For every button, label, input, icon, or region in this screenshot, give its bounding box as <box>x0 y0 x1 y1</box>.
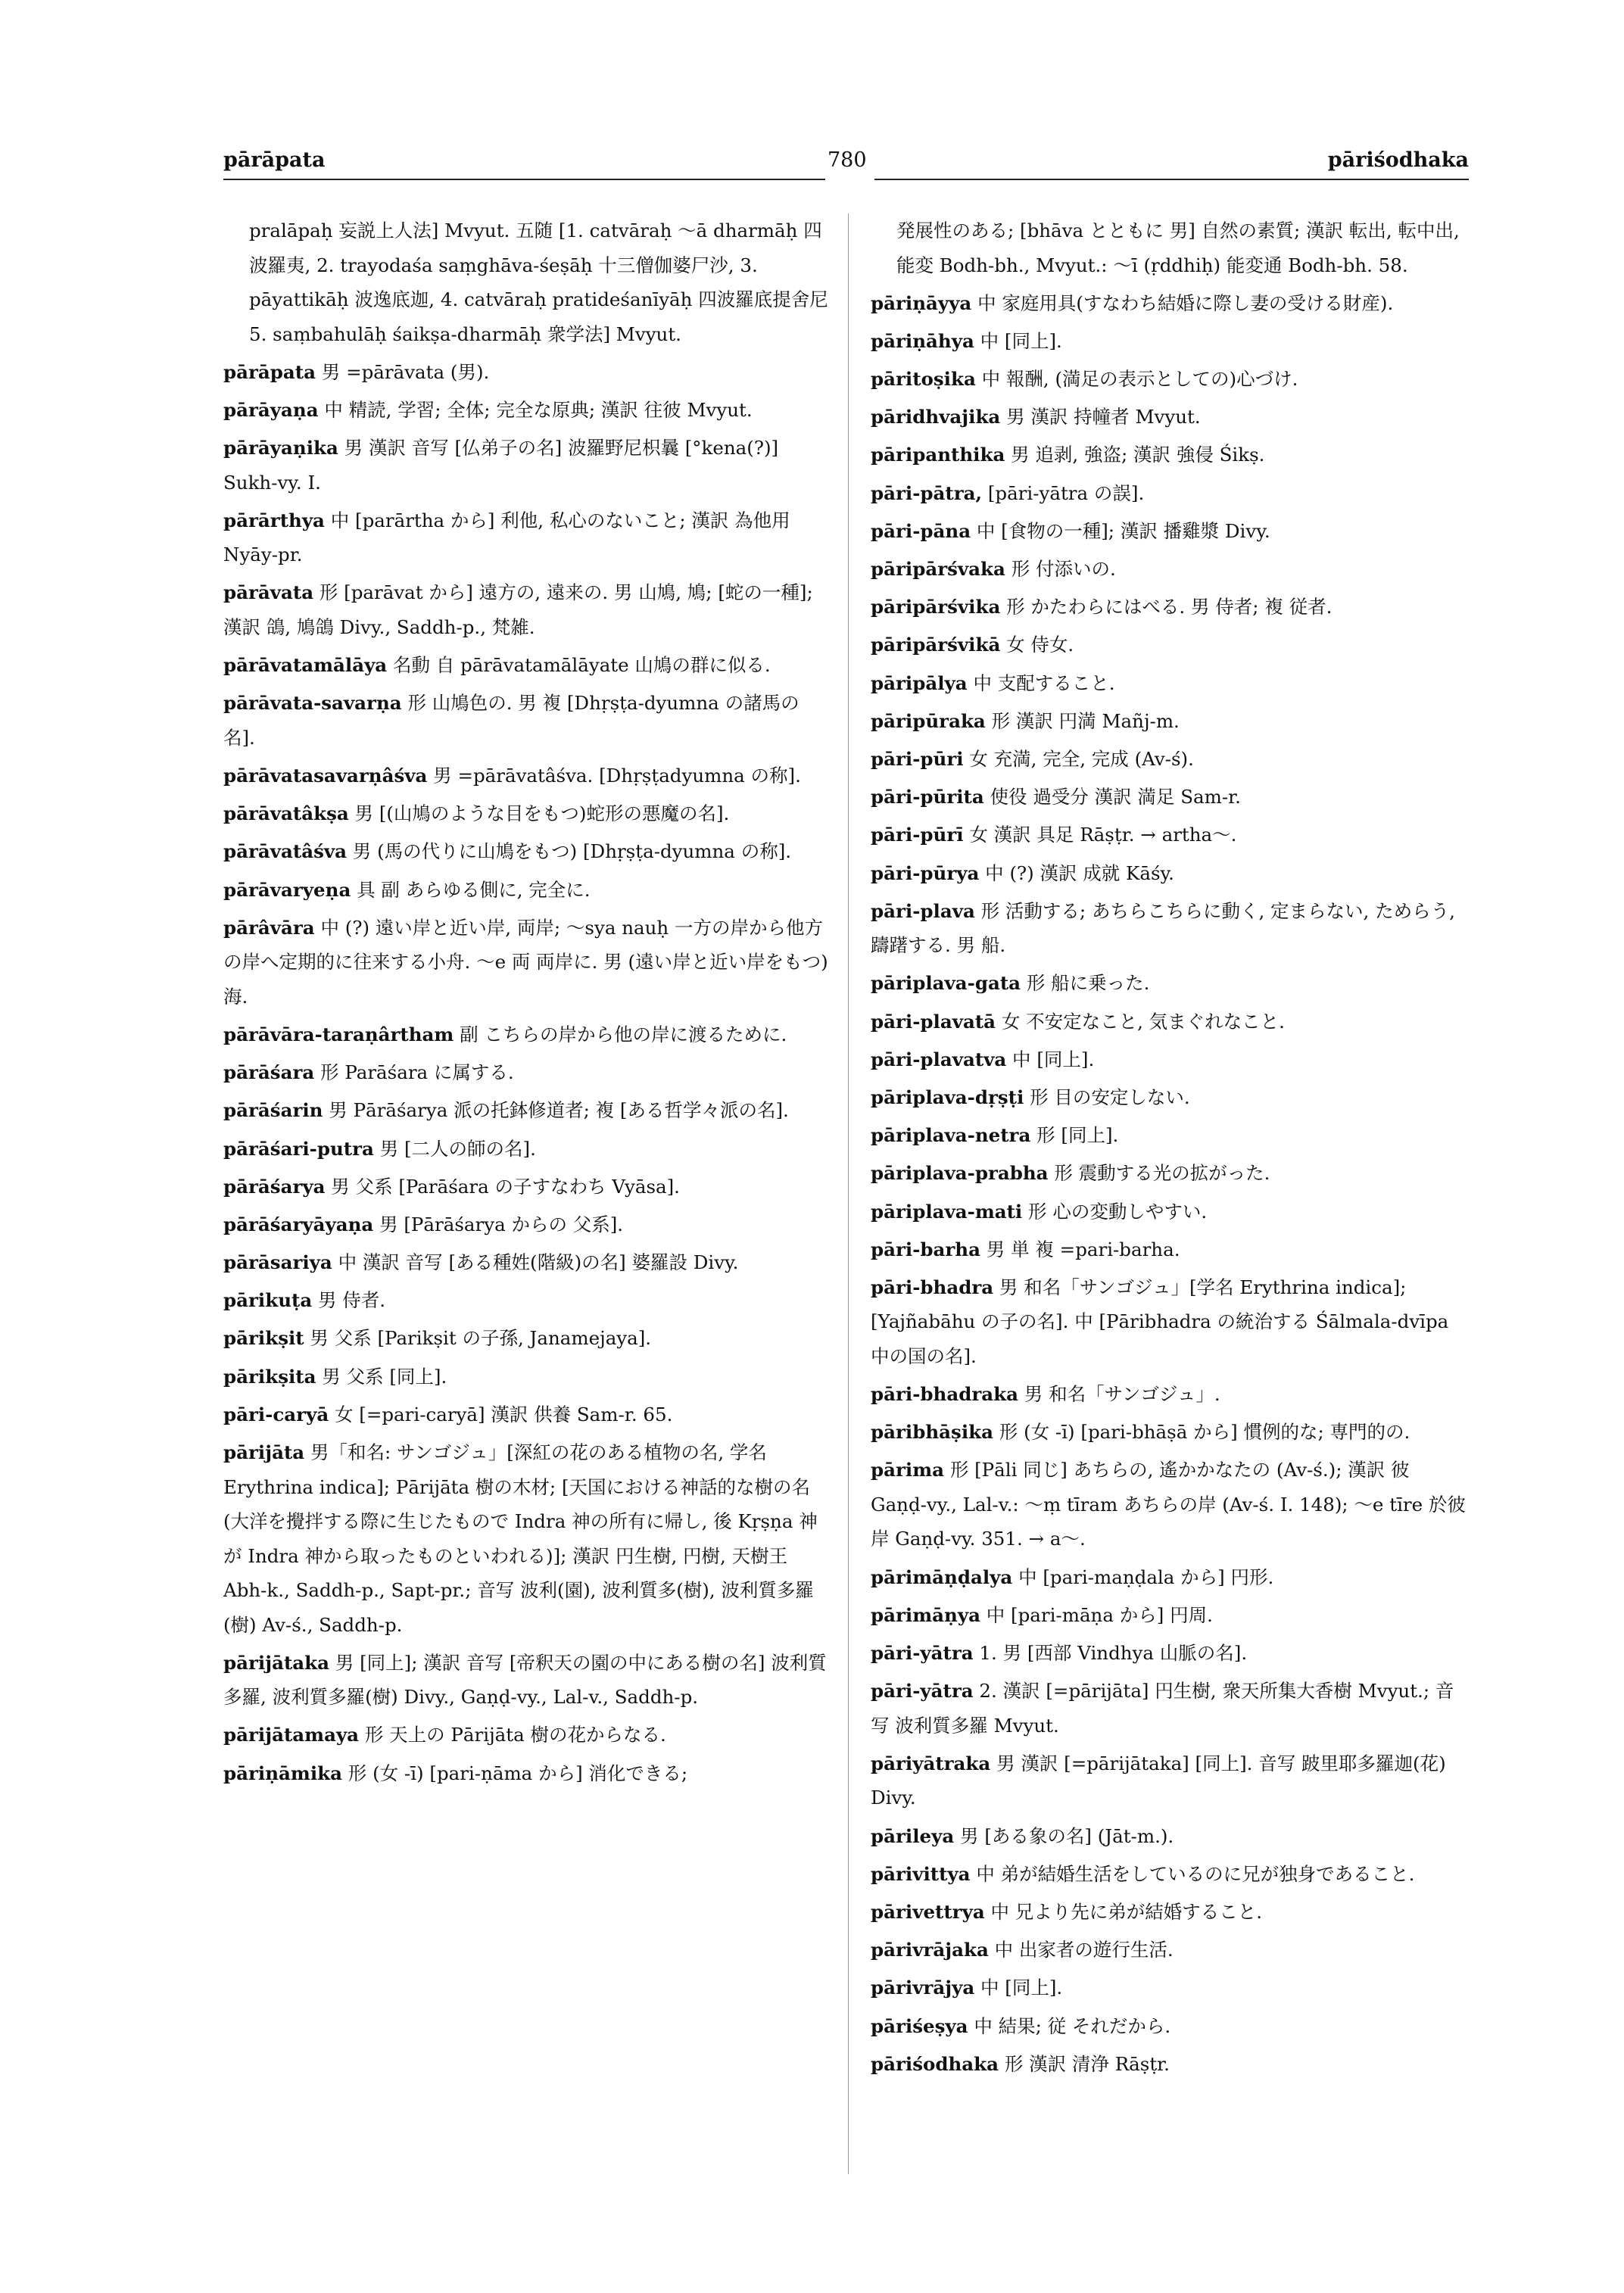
entry-definition: 女 侍女. <box>1006 634 1074 656</box>
entry-definition: 男 [Pārāśarya からの 父系]. <box>379 1213 624 1235</box>
entry-definition: 中 [pari-maṇḍala から] 円形. <box>1018 1566 1274 1588</box>
entry-headword: pāriṇāhya <box>871 329 974 352</box>
entry-headword: pāriplava-prabha <box>871 1162 1049 1185</box>
entry-definition: 形 漢訳 清浄 Rāṣṭr. <box>1004 2052 1170 2075</box>
dictionary-entry <box>871 1895 1469 1930</box>
entry-definition: 形 かたわらにはべる. 男 侍者; 複 従者. <box>1006 596 1333 618</box>
entry-definition: 男 =pārāvatâśva. [Dhṛṣṭadyumna の称]. <box>433 765 801 787</box>
entry-definition: 使役 過受分 漢訳 満足 Sam-r. <box>990 786 1241 808</box>
entry-headword: pāriśodhaka <box>871 2052 999 2075</box>
entry-headword: pārāyaṇika <box>223 437 338 460</box>
entry-headword: pāriṇāmika <box>223 1762 342 1784</box>
dictionary-entry <box>223 1283 829 1318</box>
entry-headword: pārāvāra-taraṇârtham <box>223 1023 454 1045</box>
entry-definition: 男 和名「サンゴジュ」[学名 Erythrina indica]; [Yajñabāhu の子の名]. 中 [Pāribhadra の統治する Śālmala-dvīpa 中の国の名]. <box>871 1276 1449 1367</box>
entry-headword: pārijātamaya <box>223 1724 360 1746</box>
dictionary-entry <box>223 575 829 644</box>
entry-definition: 形 心の変動しやすい. <box>1028 1200 1208 1223</box>
dictionary-entry <box>871 1453 1469 1556</box>
dictionary-entry <box>871 1118 1469 1153</box>
dictionary-entry <box>871 1674 1469 1743</box>
dictionary-entry <box>871 552 1469 587</box>
entry-headword: pāri-yātra <box>871 1680 974 1703</box>
entry-definition: 中 漢訳 音写 [ある種姓(階級)の名] 婆羅設 Divy. <box>338 1251 739 1274</box>
entry-headword: pāriplava-dṛṣṭi <box>871 1086 1024 1108</box>
entry-definition: 男 =pārāvata (男). <box>321 360 490 383</box>
dictionary-entry <box>871 438 1469 472</box>
entry-definition: 形 [Pāli 同じ] あちらの, 遙かかなたの (Av-ś.); 漢訳 彼 Gaṇḍ-vy., Lal-v.: ～ṃ tīram あちらの岸 (Av-ś. I. 148); ～e tīre 於彼岸 Gaṇḍ-vy. 351. → a～. <box>871 1459 1466 1550</box>
dictionary-entry <box>871 894 1469 963</box>
entry-definition: 中 [同上]. <box>980 1977 1063 1999</box>
entry-headword: pāri-yātra <box>871 1642 974 1664</box>
entry-headword: pārāśaryāyaṇa <box>223 1213 374 1235</box>
dictionary-entry <box>223 796 829 831</box>
entry-headword: pāripālya <box>871 671 968 694</box>
entry-definition: 中 弟が結婚生活をしているのに兄が独身であること. <box>976 1862 1415 1885</box>
entry-definition: 中 家庭用具(すなわち結婚に際し妻の受ける財産). <box>977 291 1394 314</box>
entry-definition: 中 (?) 遠い岸と近い岸, 両岸; ～sya nauḥ 一方の岸から他方の岸へ定期的に往来する小舟. ～e 両 両岸に. 男 (遠い岸と近い岸をもつ)海. <box>223 916 828 1008</box>
dictionary-entry <box>223 431 829 500</box>
entry-definition: 女 漢訳 具足 Rāṣṭr. → artha～. <box>969 824 1237 846</box>
dictionary-entry <box>223 1646 829 1715</box>
entry-headword: pāriyātraka <box>871 1752 991 1774</box>
entry-definition: 男 父系 [同上]. <box>322 1365 447 1388</box>
entry-headword: pāri-pāna <box>871 519 971 542</box>
entry-headword: pārima <box>871 1459 945 1481</box>
entry-headword: pārijāta <box>223 1441 305 1463</box>
entry-headword: pārivettrya <box>871 1900 985 1923</box>
entry-headword: pāriplava-mati <box>871 1200 1023 1223</box>
entry-definition: 中 (?) 漢訳 成就 Kāśy. <box>985 861 1174 884</box>
dictionary-entry <box>223 1435 829 1642</box>
dictionary-entry <box>223 393 829 428</box>
dictionary-entry <box>871 590 1469 625</box>
entry-definition: 中 支配すること. <box>973 671 1115 694</box>
entry-definition: 形 [同上]. <box>1036 1124 1119 1147</box>
entry-headword: pāriśeṣya <box>871 2014 968 2037</box>
dictionary-entry <box>223 355 829 390</box>
entry-definition: 男 単 複 =pari-barha. <box>986 1238 1180 1260</box>
dictionary-entry <box>223 1321 829 1356</box>
dictionary-entry <box>871 1232 1469 1267</box>
dictionary-entry <box>223 213 829 351</box>
entry-headword: pārivrājya <box>871 1977 975 1999</box>
dictionary-entry <box>871 286 1469 321</box>
dictionary-entry <box>223 1093 829 1128</box>
dictionary-entry <box>871 1415 1469 1450</box>
entry-headword: pārāvatamālāya <box>223 654 388 677</box>
dictionary-entry <box>871 1195 1469 1229</box>
entry-definition: 形 付添いの. <box>1011 558 1116 580</box>
entry-definition: 中 精読, 学習; 全体; 完全な原典; 漢訳 往彼 Mvyut. <box>324 398 753 421</box>
entry-definition: 男 父系 [Parāśara の子すなわち Vyāsa]. <box>331 1175 680 1198</box>
entry-definition: 女 [=pari-caryā] 漢訳 供養 Sam-r. 65. <box>335 1403 673 1425</box>
dictionary-entry <box>871 1005 1469 1039</box>
entry-definition: 1. 男 [西部 Vindhya 山脈の名]. <box>979 1642 1248 1664</box>
entry-headword: pāri-bhadraka <box>871 1383 1018 1406</box>
dictionary-entry <box>871 1560 1469 1595</box>
entry-headword: pāritoṣika <box>871 368 976 391</box>
header-rule-right <box>874 179 1469 180</box>
entry-headword: pāri-plavatva <box>871 1048 1007 1070</box>
entry-definition: 発展性のある; [bhāva とともに 男] 自然の素質; 漢訳 転出, 転中出, 能変 Bodh-bh., Mvyut.: ～ī (ṛddhiḥ) 能変通 Bodh-bh. 58. <box>896 220 1460 276</box>
dictionary-entry <box>223 1360 829 1394</box>
entry-definition: 中 報酬, (満足の表示としての)心づけ. <box>981 368 1298 391</box>
entry-definition: 男「和名: サンゴジュ」[深紅の花のある植物の名, 学名 Erythrina indica]; Pārijāta 樹の木材; [天国における神話的な樹の名(大洋を攪拌する際に生じたもので Indra 神の所有に帰し, 後 Kṛṣṇa 神が Indra 神から取ったものといわれる)]; 漢訳 円生樹, 円樹, 天樹王 Abh-k., Saddh-p., Sapt-pr.; 音写 波利(園), 波利質多(樹), 波利質多羅(樹) Av-ś., Saddh-p. <box>223 1441 818 1636</box>
entry-headword: pāri-pūrita <box>871 786 984 808</box>
entry-definition: 男 (馬の代りに山鳩をもつ) [Dhṛṣṭa-dyumna の称]. <box>352 840 792 863</box>
dictionary-entry <box>871 1156 1469 1191</box>
dictionary-entry <box>223 1132 829 1167</box>
entry-headword: pārāśara <box>223 1061 315 1084</box>
entry-definition: 形 漢訳 円満 Mañj-m. <box>991 709 1180 732</box>
dictionary-entry <box>871 1377 1469 1412</box>
entry-headword: pāripārśvika <box>871 596 1001 618</box>
entry-headword: pāriplava-gata <box>871 972 1021 995</box>
entry-definition: 形 山鳩色の. 男 複 [Dhṛṣṭa-dyumna の諸馬の名]. <box>223 692 800 749</box>
entry-headword: pāri-plava <box>871 899 975 922</box>
entry-definition: 具 副 あらゆる側に, 完全に. <box>357 878 591 901</box>
entry-definition: 中 兄より先に弟が結婚すること. <box>990 1900 1263 1923</box>
column-divider <box>848 213 849 2174</box>
dictionary-entry <box>871 362 1469 397</box>
entry-headword: pāri-pūri <box>871 747 964 770</box>
entry-headword: pāriplava-netra <box>871 1124 1031 1147</box>
dictionary-entry <box>871 1819 1469 1854</box>
dictionary-entry <box>223 1397 829 1432</box>
right-column <box>871 213 1469 2197</box>
entry-definition: 男 父系 [Parikṣit の子孫, Janamejaya]. <box>310 1327 652 1350</box>
entry-headword: pārāvaryeṇa <box>223 878 351 901</box>
entry-headword: pāripūraka <box>871 709 986 732</box>
header-rule-left <box>223 179 825 180</box>
entry-headword: pāri-bhadra <box>871 1276 994 1298</box>
dictionary-entry <box>871 1636 1469 1671</box>
entry-definition: 男 [(山鳩のような目をもつ)蛇形の悪魔の名]. <box>354 802 730 825</box>
left-column <box>223 213 829 2197</box>
dictionary-entry <box>871 966 1469 1001</box>
dictionary-entry <box>871 213 1469 282</box>
dictionary-entry <box>223 759 829 793</box>
entry-definition: 中 出家者の遊行生活. <box>994 1939 1174 1961</box>
entry-definition: 名動 自 pārāvatamālāyate 山鳩の群に似る. <box>392 654 771 677</box>
dictionary-entry <box>871 1971 1469 2005</box>
dictionary-entry <box>223 1170 829 1204</box>
entry-definition: 男 漢訳 音写 [仏弟子の名] 波羅野尼枳曩 [°kena(?)] Sukh-vy. I. <box>223 437 779 494</box>
dictionary-entry <box>871 2009 1469 2044</box>
entry-headword: pārikuṭa <box>223 1289 313 1312</box>
entry-headword: pāri-pūrya <box>871 861 980 884</box>
page-number: 780 <box>828 148 867 172</box>
entry-headword: pārâvāra <box>223 916 315 939</box>
entry-definition: 男 [二人の師の名]. <box>379 1137 536 1160</box>
dictionary-entry <box>223 1245 829 1280</box>
entry-definition: 中 [pari-māṇa から] 円周. <box>986 1603 1213 1626</box>
dictionary-entry <box>871 514 1469 549</box>
entry-headword: pārāvata <box>223 581 314 604</box>
entry-definition: 形 [parāvat から] 遠方の, 遠来の. 男 山鳩, 鳩; [蛇の一種]; 漢訳 鴿, 鳩鴿 Divy., Saddh-p., 梵雑. <box>223 581 813 638</box>
entry-definition: 副 こちらの岸から他の岸に渡るために. <box>460 1023 787 1045</box>
entry-headword: pāri-plavatā <box>871 1010 996 1033</box>
dictionary-entry <box>223 648 829 683</box>
dictionary-entry <box>223 911 829 1014</box>
dictionary-entry <box>871 1080 1469 1115</box>
entry-headword: pārāvatâkṣa <box>223 802 349 825</box>
entry-definition: 男 追剥, 強盗; 漢訳 強侵 Śikṣ. <box>1011 444 1265 466</box>
entry-definition: 形 活動する; あちらこちらに動く, 定まらない, ためらう, 躊躇する. 男 船. <box>871 899 1455 957</box>
dictionary-entry <box>871 628 1469 662</box>
entry-headword: pārāpata <box>223 360 316 383</box>
dictionary-entry <box>223 1207 829 1242</box>
entry-definition: 中 [同上]. <box>1012 1048 1095 1070</box>
entry-headword: pārāśarya <box>223 1175 326 1198</box>
dictionary-entry <box>223 1017 829 1052</box>
entry-definition: 中 [同上]. <box>980 329 1062 352</box>
dictionary-entry <box>871 1857 1469 1892</box>
entry-definition: 形 船に乗った. <box>1026 972 1150 995</box>
dictionary-entry <box>223 873 829 908</box>
dictionary-entry <box>223 1756 829 1791</box>
dictionary-entry <box>871 666 1469 701</box>
entry-definition: 形 天上の Pārijāta 樹の花からなる. <box>364 1724 666 1746</box>
entry-definition: 中 [parārtha から] 利他, 私心のないこと; 漢訳 為他用 Nyāy-pr. <box>223 509 790 566</box>
entry-headword: pārāśari-putra <box>223 1137 374 1160</box>
entry-definition: 2. 漢訳 [=pārijāta] 円生樹, 衆天所集大香樹 Mvyut.; 音写 波利質多羅 Mvyut. <box>871 1680 1454 1737</box>
entry-definition: 男 Pārāśarya 派の托鉢修道者; 複 [ある哲学々派の名]. <box>329 1099 789 1122</box>
dictionary-entry <box>223 1055 829 1090</box>
dictionary-entry <box>871 742 1469 777</box>
entry-definition: 形 (女 -ī) [pari-ṇāma から] 消化できる; <box>348 1762 688 1784</box>
entry-headword: pārāvata-savarṇa <box>223 692 402 715</box>
entry-definition: 男 侍者. <box>318 1289 386 1312</box>
dictionary-entry <box>871 704 1469 739</box>
entry-definition: 形 目の安定しない. <box>1030 1086 1190 1108</box>
entry-headword: pāriṇāyya <box>871 291 972 314</box>
entry-headword: pārileya <box>871 1824 955 1847</box>
entry-headword: pārimāṇya <box>871 1603 980 1626</box>
entry-headword: pārikṣita <box>223 1365 316 1388</box>
entry-headword: pārāvatâśva <box>223 840 347 863</box>
dictionary-entry <box>871 1270 1469 1374</box>
entry-definition: 中 [食物の一種]; 漢訳 播雞漿 Divy. <box>976 519 1270 542</box>
entry-headword: pāripanthika <box>871 444 1005 466</box>
entry-definition: [pāri-yātra の誤]. <box>987 481 1145 504</box>
entry-headword: pāribhāṣika <box>871 1421 993 1444</box>
entry-headword: pārimāṇḍalya <box>871 1566 1013 1588</box>
dictionary-entry <box>223 1718 829 1752</box>
entry-definition: 女 充満, 完全, 完成 (Av-ś). <box>969 747 1194 770</box>
left-running-headword: pārāpata <box>223 148 326 172</box>
dictionary-entry <box>223 686 829 755</box>
entry-headword: pārārthya <box>223 509 325 531</box>
entry-definition: 形 震動する光の拡がった. <box>1054 1162 1270 1185</box>
entry-definition: 形 Parāśara に属する. <box>320 1061 514 1084</box>
dictionary-entry <box>871 1042 1469 1077</box>
dictionary-entry <box>871 324 1469 359</box>
entry-definition: 男 漢訳 持幢者 Mvyut. <box>1006 406 1201 428</box>
entry-definition: 形 (女 -ī) [pari-bhāṣā から] 慣例的な; 専門的の. <box>999 1421 1410 1444</box>
dictionary-entry <box>223 503 829 572</box>
dictionary-entry <box>871 476 1469 511</box>
dictionary-entry <box>871 1598 1469 1633</box>
entry-definition: 男 漢訳 [=pārijātaka] [同上]. 音写 跛里耶多羅迦(花) Divy. <box>871 1752 1446 1809</box>
entry-headword: pāri-pūrī <box>871 824 964 846</box>
entry-headword: pārikṣit <box>223 1327 304 1350</box>
page-header <box>223 148 1469 185</box>
entry-headword: pārivittya <box>871 1862 971 1885</box>
entry-headword: pāridhvajika <box>871 406 1001 428</box>
entry-headword: pāri-caryā <box>223 1403 329 1425</box>
entry-definition: 男 [ある象の名] (Jāt-m.). <box>960 1824 1174 1847</box>
entry-definition: 男 [同上]; 漢訳 音写 [帝釈天の園の中にある樹の名] 波利質多羅, 波利質多羅(樹) Divy., Gaṇḍ-vy., Lal-v., Saddh-p. <box>223 1651 827 1709</box>
entry-headword: pārijātaka <box>223 1651 330 1674</box>
entry-headword: pārāśarin <box>223 1099 323 1122</box>
dictionary-entry <box>871 1933 1469 1967</box>
dictionary-entry <box>871 1746 1469 1815</box>
entry-headword: pārāsariya <box>223 1251 332 1274</box>
dictionary-entry <box>871 780 1469 815</box>
dictionary-entry <box>871 818 1469 852</box>
entry-headword: pāripārśvaka <box>871 558 1005 580</box>
right-running-headword: pāriśodhaka <box>1327 148 1469 172</box>
entry-definition: 女 不安定なこと, 気まぐれなこと. <box>1001 1010 1285 1033</box>
entry-definition: 男 和名「サンゴジュ」. <box>1024 1383 1220 1406</box>
dictionary-entry <box>871 2047 1469 2082</box>
entry-definition: pralāpaḥ 妄説上人法] Mvyut. 五随 [1. catvāraḥ ～ā dharmāḥ 四波羅夷, 2. trayodaśa saṃghāva-śeṣāḥ 十三僧伽婆尸沙, 3. pāyattikāḥ 波逸底迦, 4. catvāraḥ pratideśanīyāḥ 四波羅底提舍尼 5. saṃbahulāḥ śaikṣa-dharmāḥ 衆学法] Mvyut. <box>249 220 828 345</box>
entry-definition: 中 結果; 従 それだから. <box>974 2014 1171 2037</box>
entry-headword: pārāvatasavarṇâśva <box>223 765 428 787</box>
dictionary-entry <box>871 400 1469 435</box>
entry-headword: pārivrājaka <box>871 1939 989 1961</box>
dictionary-entry <box>223 834 829 869</box>
entry-headword: pārāyaṇa <box>223 398 319 421</box>
entry-headword: pāripārśvikā <box>871 634 1001 656</box>
entry-headword: pāri-barha <box>871 1238 980 1260</box>
entry-headword: pāri-pātra, <box>871 481 983 504</box>
dictionary-entry <box>871 856 1469 891</box>
